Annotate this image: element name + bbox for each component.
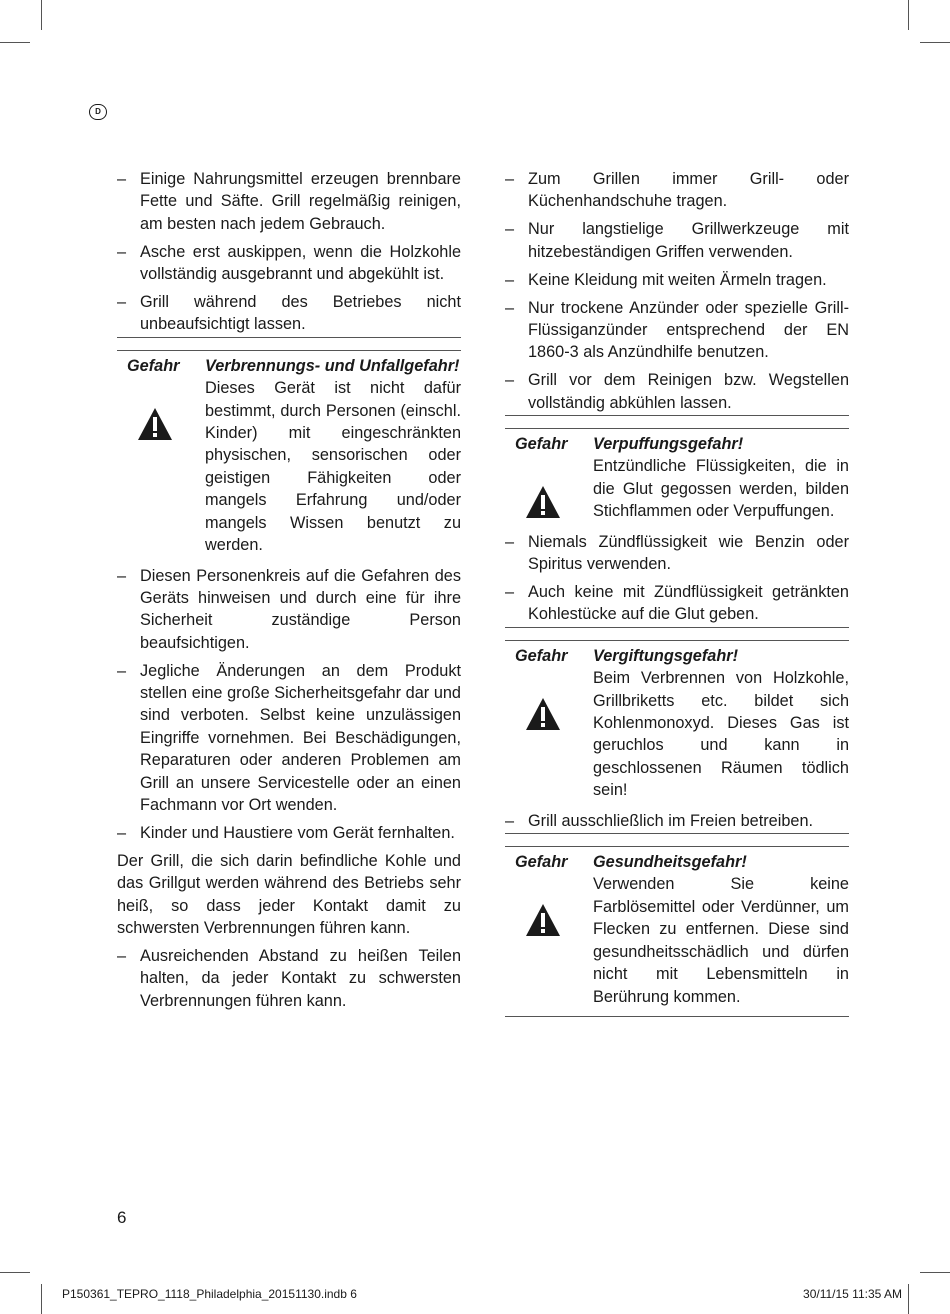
warning-text: Dieses Gerät ist nicht dafür bestimmt, durch Personen (einschl. Kinder) mit eingeschränkten physischen, sensorischen oder geistigen Fähigkeiten oder mangels Erfahrung und/oder mangels Wissen benutzt zu werden. [205, 379, 461, 555]
list-item: – Einige Nahrungsmittel erzeugen brennbare Fette und Säfte. Grill regelmäßig reinigen, am besten nach jedem Gebrauch. [117, 170, 461, 233]
warning-title: Verbrennungs- und Unfallgefahr! [205, 356, 460, 375]
warning-title: Verpuffungsgefahr! [593, 435, 744, 454]
list-item: – Zum Grillen immer Grill- oder Küchenhandschuhe tragen. [505, 170, 849, 211]
warning-label: Gefahr [515, 435, 568, 454]
list-item: – Auch keine mit Zündflüssigkeit getränkten Kohlestücke auf die Glut geben. [505, 583, 849, 624]
list-item: – Jegliche Änderungen an dem Produkt stellen eine große Sicherheitsgefahr dar und sind verboten. Selbst keine unzulässigen Eingriffe vornehmen. Bei Beschädigungen, Reparaturen oder anderen Problemen am Grill an unsere Servicestelle oder an einen Fachmann vor Ort wenden. [117, 661, 461, 815]
list-item: – Grill während des Betriebes nicht unbeaufsichtigt lassen. [117, 293, 461, 334]
warning-label: Gefahr [515, 853, 568, 872]
page-number: 6 [117, 1208, 127, 1227]
warning-title: Vergiftungsgefahr! [593, 646, 739, 665]
warning-label: Gefahr [515, 646, 568, 665]
warning-box [505, 641, 849, 806]
footer-file-info: P150361_TEPRO_1118_Philadelphia_20151130.indb 6 [62, 1287, 357, 1301]
crop-mark [908, 0, 909, 30]
footer-datetime: 30/11/15 11:35 AM [803, 1287, 902, 1301]
list-item: – Niemals Zündflüssigkeit wie Benzin oder Spiritus verwenden. [505, 532, 849, 574]
warning-text: Beim Verbrennen von Holzkohle, Grillbriketts etc. bildet sich Kohlenmonoxyd. Dieses Gas ist geruchlos und kann in geschlossenen Räumen tödlich sein! [593, 669, 849, 800]
list-item: – Nur langstielige Grillwerkzeuge mit hitzebeständigen Griffen verwenden. [505, 220, 849, 261]
crop-mark [920, 42, 950, 43]
warning-triangle-icon [137, 407, 173, 441]
paragraph: Der Grill, die sich darin befindliche Kohle und das Grillgut werden während des Betriebs sehr heiß, so dass jeder Kontakt damit zu schwersten Verbrennungen führen kann. [117, 851, 461, 938]
crop-mark [920, 1272, 950, 1273]
list-item: – Grill vor dem Reinigen bzw. Wegstellen vollständig abkühlen lassen. [505, 371, 849, 412]
warning-title: Gesundheitsgefahr! [593, 853, 747, 872]
warning-box [117, 351, 461, 561]
list-item: – Nur trockene Anzünder oder spezielle Grill-Flüssiganzünder entsprechend der EN 1860-3 als Anzündhilfe benutzen. [505, 298, 849, 362]
divider [505, 415, 849, 416]
crop-mark [0, 42, 30, 43]
crop-mark [41, 1284, 42, 1314]
divider [505, 1016, 849, 1017]
divider [505, 627, 849, 628]
divider [117, 337, 461, 338]
warning-box [505, 429, 849, 527]
right-column [505, 168, 849, 1017]
list-item: – Keine Kleidung mit weiten Ärmeln tragen. [505, 270, 827, 289]
crop-mark [908, 1284, 909, 1314]
list-item: – Ausreichenden Abstand zu heißen Teilen halten, da jeder Kontakt zu schwersten Verbrennungen führen kann. [117, 947, 461, 1010]
language-badge: D [89, 104, 107, 120]
warning-text: Verwenden Sie keine Farblösemittel oder Verdünner, um Flecken zu entfernen. Diese sind gesundheitsschädlich und dürfen nicht mit Lebensmitteln in Berührung kommen. [593, 875, 849, 1006]
warning-triangle-icon [525, 485, 561, 519]
list-item: – Grill ausschließlich im Freien betreiben. [505, 811, 814, 830]
list-item: – Asche erst auskippen, wenn die Holzkohle vollständig ausgebrannt und abgekühlt ist. [117, 242, 461, 284]
warning-triangle-icon [525, 697, 561, 731]
crop-mark [0, 1272, 30, 1273]
list-item: – Kinder und Haustiere vom Gerät fernhalten. [117, 823, 455, 842]
warning-text: Entzündliche Flüssigkeiten, die in die Glut gegossen werden, bilden Stichflammen oder Verpuffungen. [593, 457, 849, 521]
warning-triangle-icon [525, 903, 561, 937]
crop-mark [41, 0, 42, 30]
divider [505, 833, 849, 834]
list-item: – Diesen Personenkreis auf die Gefahren des Geräts hinweisen und durch eine für ihre Sicherheit zuständige Person beaufsichtigen. [117, 566, 461, 652]
warning-box [505, 847, 849, 1012]
left-column [117, 168, 461, 1018]
warning-label: Gefahr [127, 356, 180, 375]
